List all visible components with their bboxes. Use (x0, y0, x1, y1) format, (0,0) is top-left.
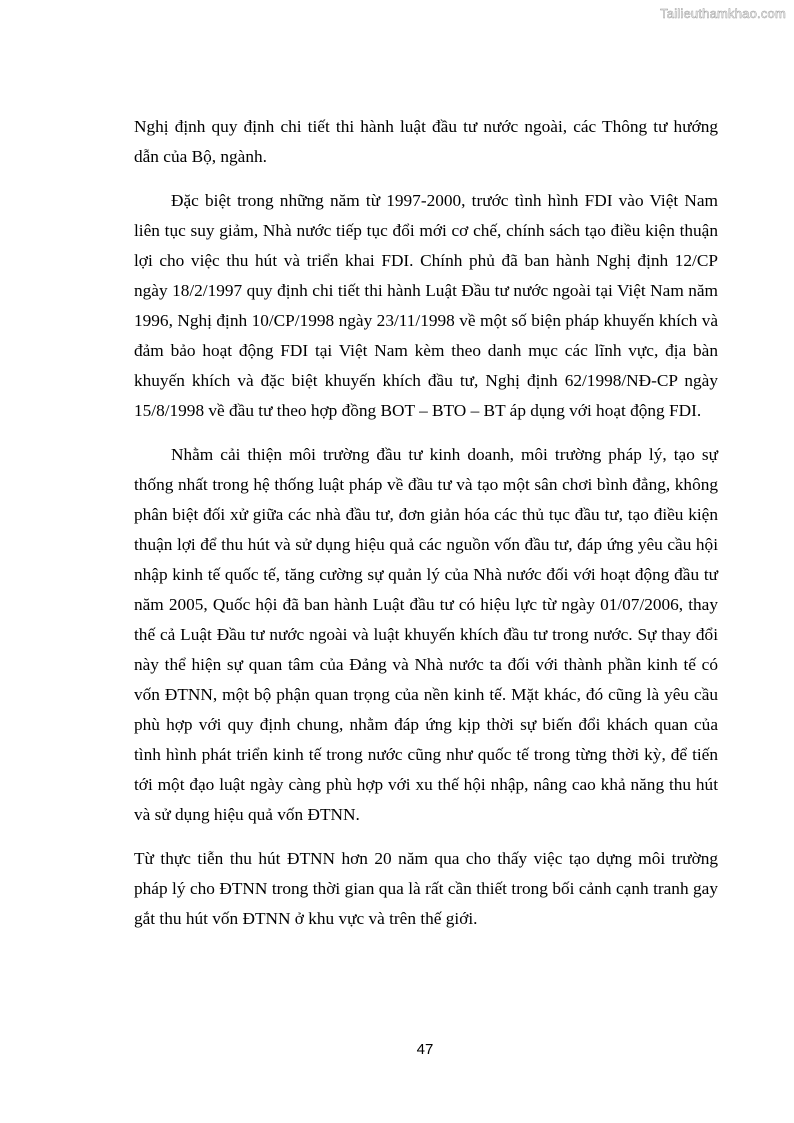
paragraph-continuation: Nghị định quy định chi tiết thi hành luật đầu tư nước ngoài, các Thông tư hướng dẫn của Bộ, ngành. (134, 117, 718, 166)
page-number: 47 (416, 1041, 434, 1058)
paragraph-conclusion: Từ thực tiễn thu hút ĐTNN hơn 20 năm qua cho thấy việc tạo dựng môi trường pháp lý cho ĐTNN trong thời gian qua là rất cần thiết trong bối cảnh cạnh tranh gay gắt thu hút vốn ĐTNN ở khu vực và trên thế giới. (134, 849, 718, 928)
paragraph-fdi-1997-2000: Đặc biệt trong những năm từ 1997-2000, trước tình hình FDI vào Việt Nam liên tục suy giảm, Nhà nước tiếp tục đổi mới cơ chế, chính sách tạo điều kiện thuận lợi cho việc thu hút và triển khai FDI. Chính phủ đã ban hành Nghị định 12/CP ngày 18/2/1997 quy định chi tiết thi hành Luật Đầu tư nước ngoài tại Việt Nam năm 1996, Nghị định 10/CP/1998 ngày 23/11/1998 về một số biện pháp khuyến khích và đảm bảo hoạt động FDI tại Việt Nam kèm theo danh mục các lĩnh vực, địa bàn khuyến khích và đặc biệt khuyến khích đầu tư, Nghị định 62/1998/NĐ-CP ngày 15/8/1998 về đầu tư theo hợp đồng BOT – BTO – BT áp dụng với hoạt động FDI. (134, 191, 718, 420)
document-body (134, 112, 718, 934)
watermark-text: Tailieuthamkhao.com (660, 6, 786, 21)
paragraph-investment-law-2005: Nhằm cải thiện môi trường đầu tư kinh doanh, môi trường pháp lý, tạo sự thống nhất trong hệ thống luật pháp về đầu tư và tạo một sân chơi bình đẳng, không phân biệt đối xử giữa các nhà đầu tư, đơn giản hóa các thủ tục đầu tư, tạo điều kiện thuận lợi để thu hút và sử dụng hiệu quả các nguồn vốn đầu tư, đáp ứng yêu cầu hội nhập kinh tế quốc tế, tăng cường sự quản lý của Nhà nước đối với hoạt động đầu tư năm 2005, Quốc hội đã ban hành Luật đầu tư có hiệu lực từ ngày 01/07/2006, thay thế cả Luật Đầu tư nước ngoài và luật khuyến khích đầu tư trong nước. Sự thay đổi này thể hiện sự quan tâm của Đảng và Nhà nước ta đối với thành phần kinh tế có vốn ĐTNN, một bộ phận quan trọng của nền kinh tế. Mặt khác, đó cũng là yêu cầu phù hợp với quy định chung, nhằm đáp ứng kịp thời sự biến đổi khách quan của tình hình phát triển kinh tế trong nước cũng như quốc tế trong từng thời kỳ, để tiến tới một đạo luật ngày càng phù hợp với xu thế hội nhập, nâng cao khả năng thu hút và sử dụng hiệu quả vốn ĐTNN. (134, 445, 718, 824)
